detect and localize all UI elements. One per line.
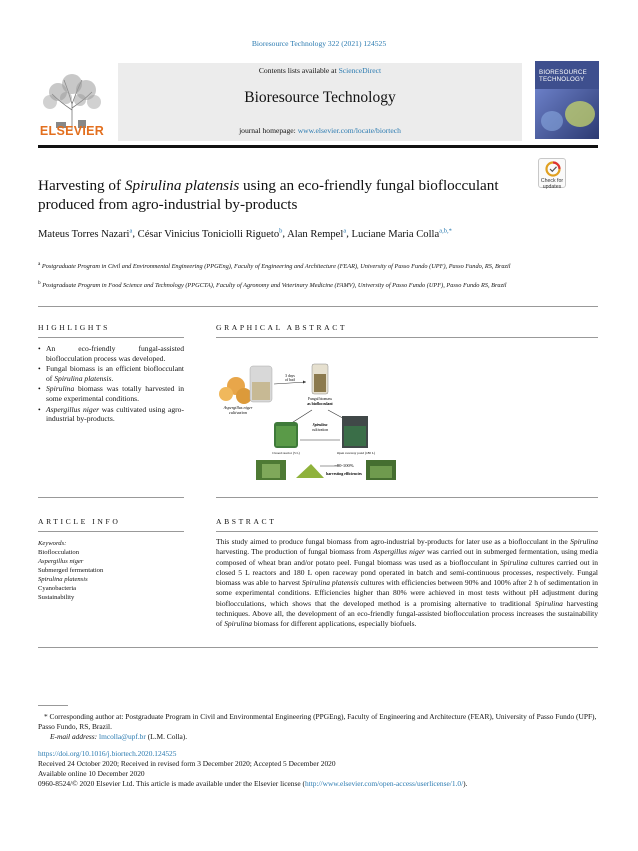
journal-cover-image[interactable] (535, 61, 599, 139)
publication-info (38, 749, 598, 789)
ga-label-fungal-2: as bioflocculant (307, 402, 333, 406)
section-divider (38, 337, 184, 338)
author-list: Mateus Torres Nazari$^a$, César Vinicius Toniciolli Rigueto$^b$, Alan Rempel$^a$, Luciane Maria Colla$^{a,b,*}$ (38, 227, 452, 240)
paper-title: Harvesting of Spirulina platensis using an eco-friendly fungal bioflocculant produced from agro-industrial by-products (38, 177, 499, 213)
article-info-heading: ARTICLE INFO (38, 517, 121, 526)
highlights-list (38, 344, 184, 425)
contents-line: Contents lists available at ScienceDirect (258, 66, 382, 75)
keyword[interactable]: Bioflocculation (38, 549, 80, 556)
footnote-divider (38, 705, 68, 706)
ga-bottom-photo-detail (262, 464, 280, 478)
author-email-link[interactable]: lmcolla@upf.br (99, 731, 146, 741)
graphical-abstract-figure[interactable] (216, 360, 400, 484)
homepage-line: journal homepage: www.elsevier.com/locate/biortech (239, 126, 401, 135)
journal-name: Bioresource Technology (244, 89, 396, 106)
author[interactable]: Luciane Maria Colla$^{a,b,*}$ (351, 227, 452, 240)
masthead-divider (38, 145, 598, 148)
keywords-block (38, 539, 184, 602)
aspergillus-culture-image (219, 366, 272, 404)
cover-artwork-blob (565, 101, 595, 127)
section-divider (216, 337, 598, 338)
ga-label-open: Open raceway pond (180 L) (336, 451, 376, 455)
affiliation: $^b$ Postgraduate Program in Food Science and Technology (PPGCTA), Faculty of Agronomy and Veterinary Medicine (FAMV), University of Passo Fundo (UPF), Passo Fundo RS, Brazil (38, 280, 507, 290)
highlight-item: • Aspergillus niger was cultivated using agro-industrial by-products. (38, 405, 184, 424)
sciencedirect-link[interactable]: ScienceDirect (338, 66, 382, 75)
graphical-abstract-heading: GRAPHICAL ABSTRACT (216, 323, 348, 332)
open-pond-culture (344, 426, 366, 446)
abstract-heading: ABSTRACT (216, 517, 277, 526)
affiliation: $^a$ Postgraduate Program in Civil and Environmental Engineering (PPGEng), Faculty of Engineering and Architecture (FEAR), University of Passo Fundo (UPF), Passo Fundo, RS, Brazil (38, 261, 511, 271)
keywords-label: Keywords: (38, 540, 67, 547)
journal-homepage-link[interactable]: www.elsevier.com/locate/biortech (297, 126, 401, 135)
license-line: 0960-8524/© 2020 Elsevier Ltd. This article is made available under the Elsevier license (http://www.elsevier.com/open-access/userlicense/1.0/). (38, 778, 468, 788)
ga-bottom-photo-detail (370, 466, 392, 478)
ga-label-niger-2: cultivation (229, 410, 247, 415)
doi-link[interactable]: https://doi.org/10.1016/j.biortech.2020.124525 (38, 749, 177, 758)
corresponding-author-footnote: * Corresponding author at: Postgraduate Program in Civil and Environmental Engineering (PPGEng), Faculty of Engineering and Architecture (FEAR), University of Passo Fundo (UPF), Passo Fundo, RS, Brazil. E-mail address: lmcolla@upf.br (L.M. Colla). (38, 712, 597, 741)
cover-artwork-blob (541, 111, 563, 131)
check-updates-label: Check for updates (540, 178, 564, 190)
ga-label-efficiency-2: harvesting efficiencies (326, 472, 362, 476)
ga-label-closed: Closed reactor (5 L) (272, 451, 300, 455)
author[interactable]: César Vinicius Toniciolli Rigueto$^b$ (137, 227, 283, 240)
ga-label-niger: Aspergillus niger (223, 405, 253, 410)
ga-arrow (274, 382, 306, 384)
journal-citation[interactable]: Bioresource Technology 322 (2021) 124525 (251, 39, 387, 48)
ga-arrow-head (303, 381, 306, 384)
highlight-item: • An eco-friendly fungal-assisted bioflocculation process was developed. (38, 344, 184, 363)
keyword[interactable]: Aspergillus niger (38, 558, 84, 565)
keyword[interactable]: Cyanobacteria (38, 585, 77, 592)
keyword[interactable]: Sustainability (38, 594, 75, 601)
section-divider (38, 647, 598, 648)
ga-label-spirulina: Spirulina (312, 423, 328, 427)
online-date: Available online 10 December 2020 (38, 768, 145, 778)
section-divider (38, 306, 598, 307)
ga-label-3days: 3 days (285, 374, 295, 378)
section-divider (38, 497, 184, 498)
abstract-text: This study aimed to produce fungal biomass from agro-industrial by-products for later use as a bioflocculant in the Spirulina harvesting. The production of fungal biomass from Aspergillus niger was carried out in submerged fermentation, using media composed of wheat bran and/or potato peel. Fungal biomass was used as a bioflocculant in Spirulina cultures carried out in closed 5 L reactors and 180 L open raceway pond operated in batch and semi-continuous processes, respectively. Fungal biomass was able to harvest Spirulina platensis cultures with efficiencies between 90% and 100% after 2 h of sedimentation in some experimental conditions. Efficiencies higher than 80% were achieved in most tests without pH adjustment during bioflocculations, which shows that the developed method is a promising alternative to traditional Spirulina harvesting techniques. Above all, the development of an eco-friendly fungal-assisted bioflocculation process increases the sustainability of Spirulina biomass for different applications, especially biofuels. (216, 537, 598, 629)
ga-label-3days-2: of batf (284, 378, 296, 382)
ga-label-efficiency: ~90-100% (334, 463, 354, 468)
ga-label-spirulina-2: cultivation (311, 428, 329, 432)
highlight-item: • Fungal biomass is an efficient bioflocculant of Spirulina platensis. (38, 364, 184, 383)
author[interactable]: Mateus Torres Nazari$^a$ (38, 227, 133, 240)
harvested-biomass-pile (296, 464, 324, 478)
ga-label-fungal: Fungal biomass (308, 397, 332, 401)
license-link[interactable]: http://www.elsevier.com/open-access/userlicense/1.0/ (304, 778, 464, 788)
highlight-item: • Spirulina biomass was totally harvested in some experimental conditions. (38, 384, 184, 403)
section-divider (38, 531, 184, 532)
check-updates-icon (539, 159, 567, 179)
closed-reactor-culture (276, 426, 296, 446)
ga-arrow (290, 410, 312, 424)
fungal-biomass-fill (314, 374, 326, 392)
section-divider (216, 531, 598, 532)
highlights-heading: HIGHLIGHTS (38, 323, 110, 332)
elsevier-wordmark: ELSEVIER (39, 124, 105, 138)
author[interactable]: Alan Rempel$^a$ (287, 227, 347, 240)
keyword[interactable]: Spirulina platensis (38, 576, 88, 583)
section-divider (216, 497, 598, 498)
keyword[interactable]: Submerged fermentation (38, 567, 104, 574)
received-dates: Received 24 October 2020; Received in revised form 3 December 2020; Accepted 5 December 2020 (38, 758, 336, 768)
cover-title: BIORESOURCE TECHNOLOGY (539, 69, 587, 83)
